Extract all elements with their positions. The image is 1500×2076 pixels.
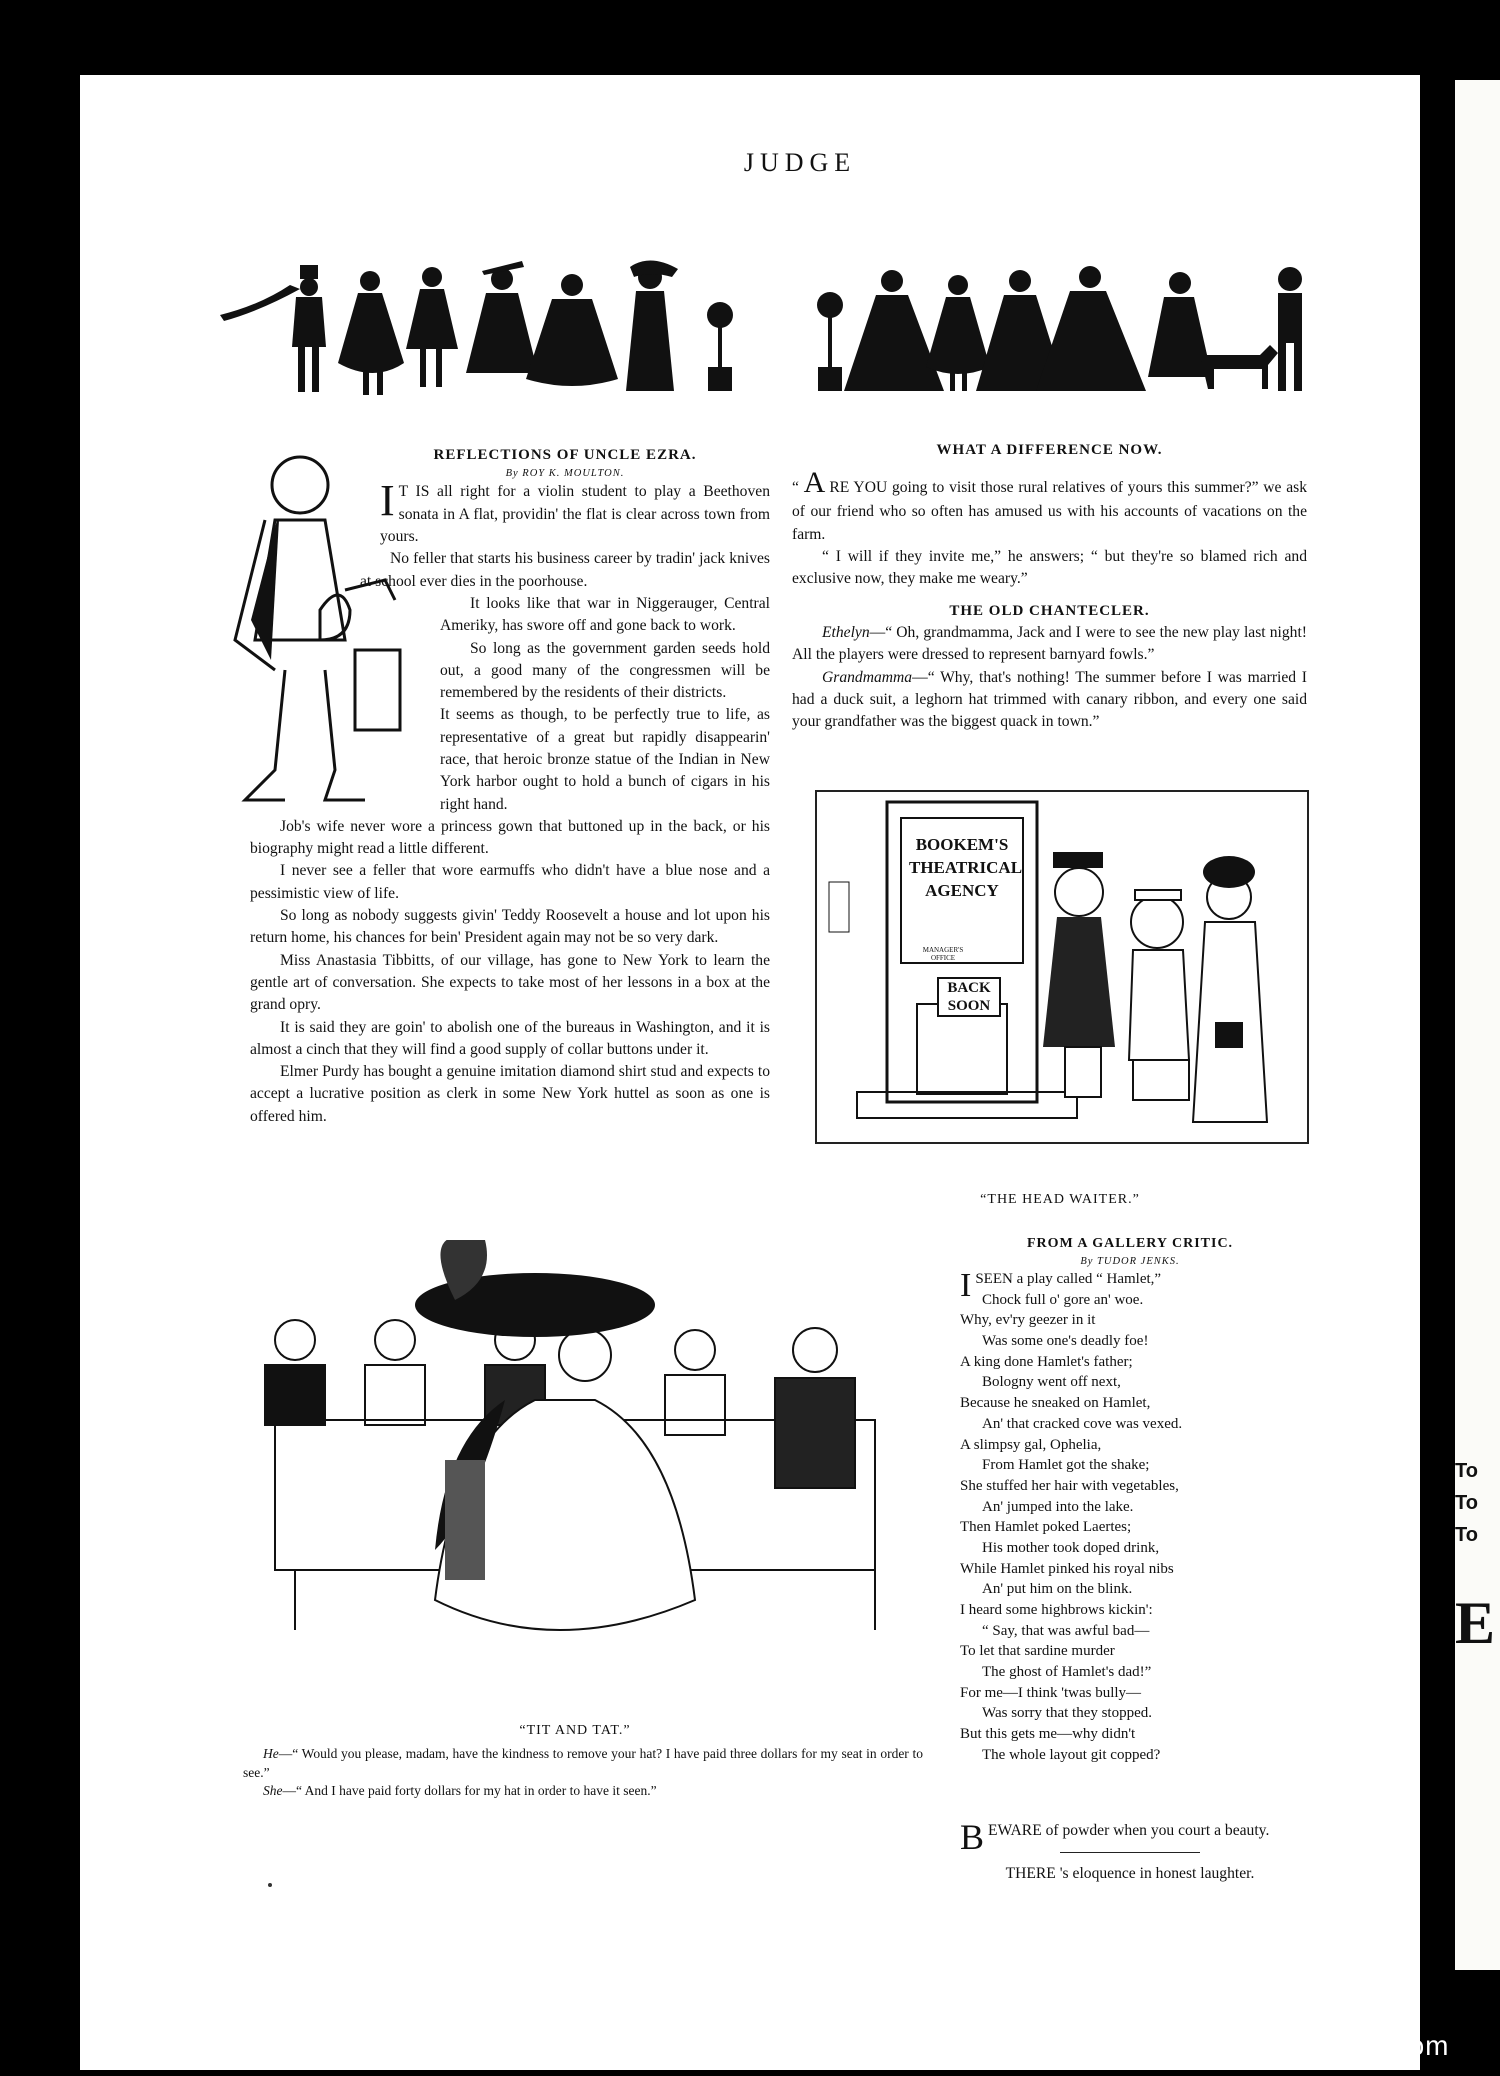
frieze-left-swoop <box>220 285 300 321</box>
he-line: He—“ Would you please, madam, have the kindness to remove your hat? I have paid three dollars for my seat in order to see.” <box>243 1746 923 1780</box>
poem-line: From Hamlet got the shake; <box>982 1457 1150 1474</box>
silhouette-dog <box>1200 345 1278 389</box>
silhouette-figure <box>526 274 618 386</box>
paragraph: So long as the government garden seeds hold out, a good many of the congressmen will be remembered by the residents of their districts. <box>440 639 770 702</box>
silhouette-figure <box>626 260 678 391</box>
difference-title: WHAT A DIFFERENCE NOW. <box>936 442 1163 458</box>
adjacent-fragment: E <box>1455 1590 1496 1656</box>
dropcap: I <box>380 476 395 526</box>
topiary-plant <box>707 302 733 391</box>
poem-line: The ghost of Hamlet's dad!” <box>982 1664 1152 1681</box>
adjacent-fragment: To <box>1455 1460 1478 1482</box>
paragraph: I T IS all right for a violin student to play a Beethoven sonata in A flat, providin' the flat is clear across town from yours. <box>380 476 770 546</box>
silhouette-figure <box>406 267 458 387</box>
paragraph: Elmer Purdy has bought a genuine imitation diamond shirt stud and expects to accept a lucrative position as clerk in some New York huttel as soon as one is offered him. <box>250 1063 770 1125</box>
poem-line: She stuffed her hair with vegetables, <box>960 1477 1179 1494</box>
dropcap: I <box>960 1267 972 1305</box>
poem-line: An' jumped into the lake. <box>982 1498 1134 1515</box>
adjacent-fragment: To <box>1455 1492 1478 1514</box>
silhouette-figure <box>1036 266 1146 391</box>
adjacent-page-strip <box>1455 80 1500 1970</box>
eloquence-text: THERE 's eloquence in honest laughter. <box>1005 1865 1255 1883</box>
poem-line: Bologny went off next, <box>982 1374 1121 1391</box>
right-column <box>792 440 1307 734</box>
divider <box>1060 1852 1200 1853</box>
uncle-ezra-article <box>250 445 770 1128</box>
silhouette-figure <box>1278 267 1302 391</box>
paragraph: Job's wife never wore a princess gown that buttoned up in the back, or his biography might read a little different. <box>250 817 770 858</box>
poem-line: Was some one's deadly foe! <box>982 1333 1149 1350</box>
paragraph: It seems as though, to be perfectly true to life, as representative of a great but rapidly disappearin' race, that heroic bronze statue of the Indian in New York harbor ought to hold a bunch of cigars in his right hand. <box>440 706 770 813</box>
gallery-critic-poem <box>960 1234 1300 1766</box>
she-line: She—“ And I have paid forty dollars for my hat in order to have it seen.” <box>263 1783 657 1799</box>
dropcap: A <box>803 466 826 500</box>
watermark: comicbooks.com <box>1227 2030 1450 2061</box>
poem-line: Chock full o' gore an' woe. <box>982 1291 1144 1308</box>
tit-and-tat-illustration <box>235 1240 915 1675</box>
poem-line: To let that sardine murder <box>960 1643 1115 1660</box>
beware-note <box>960 1817 1300 1886</box>
poem-line: An' that cracked cove was vexed. <box>982 1415 1183 1432</box>
chantecler-title: THE OLD CHANTECLER. <box>949 602 1150 619</box>
poem-line: An' put him on the blink. <box>982 1581 1133 1598</box>
article-title: REFLECTIONS OF UNCLE EZRA. <box>433 447 697 463</box>
back-soon-sign: BACK SOON <box>937 977 1001 1017</box>
paragraph: It looks like that war in Niggerauger, Central Ameriky, has swore off and gone back to work. <box>440 594 770 635</box>
masthead: JUDGE <box>743 148 857 177</box>
tit-and-tat-dialogue <box>243 1745 923 1801</box>
page-mark <box>268 1883 272 1887</box>
poem-lines <box>960 1269 1300 1766</box>
poem-line: ISEEN a play called “ Hamlet,” <box>960 1267 1162 1305</box>
head-waiter-caption: “THE HEAD WAITER.” <box>980 1192 1140 1207</box>
poem-line: Because he sneaked on Hamlet, <box>960 1395 1151 1412</box>
silhouette-figure <box>338 271 404 395</box>
poem-line: A slimpsy gal, Ophelia, <box>960 1436 1102 1453</box>
poem-line: Was sorry that they stopped. <box>982 1705 1153 1722</box>
silhouette-figure <box>292 265 326 392</box>
difference-paragraph: “ A RE YOU going to visit those rural relatives of yours this summer?” we ask of our friend who so often has amused us with his accounts of vacations on the farm. <box>792 466 1307 543</box>
adjacent-fragment: To <box>1455 1524 1478 1546</box>
paragraph: So long as nobody suggests givin' Teddy Roosevelt a house and lot upon his return home, his chances for bein' President again may not be so very dark. <box>250 907 770 947</box>
poem-line: Why, ev'ry geezer in it <box>960 1312 1096 1329</box>
poem-line: While Hamlet pinked his royal nibs <box>960 1560 1174 1577</box>
chantecler-line: Grandmamma—“ Why, that's nothing! The summer before I was married I had a duck suit, a leghorn hat trimmed with canary ribbon, and every one said your grandfather was the biggest quack in town.” <box>792 668 1307 731</box>
sign-line: THEATRICAL <box>909 857 1023 877</box>
poem-line: The whole layout git copped? <box>982 1746 1161 1763</box>
silhouette-figure <box>844 270 944 391</box>
tit-and-tat-caption: “TIT AND TAT.” <box>519 1723 631 1738</box>
silhouette-figure <box>466 261 538 373</box>
poem-title: FROM A GALLERY CRITIC. <box>1026 1236 1234 1251</box>
poem-line: His mother took doped drink, <box>982 1539 1160 1556</box>
poem-byline: By TUDOR JENKS. <box>1080 1256 1180 1268</box>
poem-line: I heard some highbrows kickin': <box>960 1602 1153 1619</box>
poem-line: For me—I think 'twas bully— <box>960 1684 1142 1701</box>
agency-sign <box>909 834 1023 903</box>
poem-line: A king done Hamlet's father; <box>960 1353 1133 1370</box>
beware-text: BEWARE of powder when you court a beauty. <box>960 1817 1270 1857</box>
chantecler-line: Ethelyn—“ Oh, grandmamma, Jack and I were to see the new play last night! All the players were dressed to represent barnyard fowls.” <box>792 624 1307 664</box>
paragraph: It is said they are goin' to abolish one of the bureaus in Washington, and it is almost a cinch that they will find a good supply of collar buttons under it. <box>250 1018 770 1058</box>
poem-line: But this gets me—why didn't <box>960 1726 1136 1743</box>
article-byline: By ROY K. MOULTON. <box>505 468 625 480</box>
sign-line: AGENCY <box>925 880 999 900</box>
topiary-plant <box>817 292 843 391</box>
sign-line: BOOKEM'S <box>915 835 1009 854</box>
cartoon-drawing <box>817 792 1307 1142</box>
paragraph: No feller that starts his business career by tradin' jack knives at school ever dies in the poorhouse. <box>360 550 770 590</box>
silhouette-frieze <box>220 255 1360 415</box>
poem-line: Then Hamlet poked Laertes; <box>960 1519 1132 1536</box>
paragraph: Miss Anastasia Tibbitts, of our village, has gone to New York to learn the gentle art of conversation. She expects to take most of her lessons in a box at the grand opry. <box>250 951 770 1014</box>
poem-line: “ Say, that was awful bad— <box>982 1622 1150 1639</box>
paragraph: I never see a feller that wore earmuffs who didn't have a blue nose and a pessimistic view of life. <box>250 862 770 902</box>
managers-office-label: MANAGER'S OFFICE <box>922 946 964 962</box>
head-waiter-cartoon <box>815 790 1309 1144</box>
difference-reply: “ I will if they invite me,” he answers; “ but they're so blamed rich and exclusive now, they make me weary.” <box>792 548 1307 588</box>
